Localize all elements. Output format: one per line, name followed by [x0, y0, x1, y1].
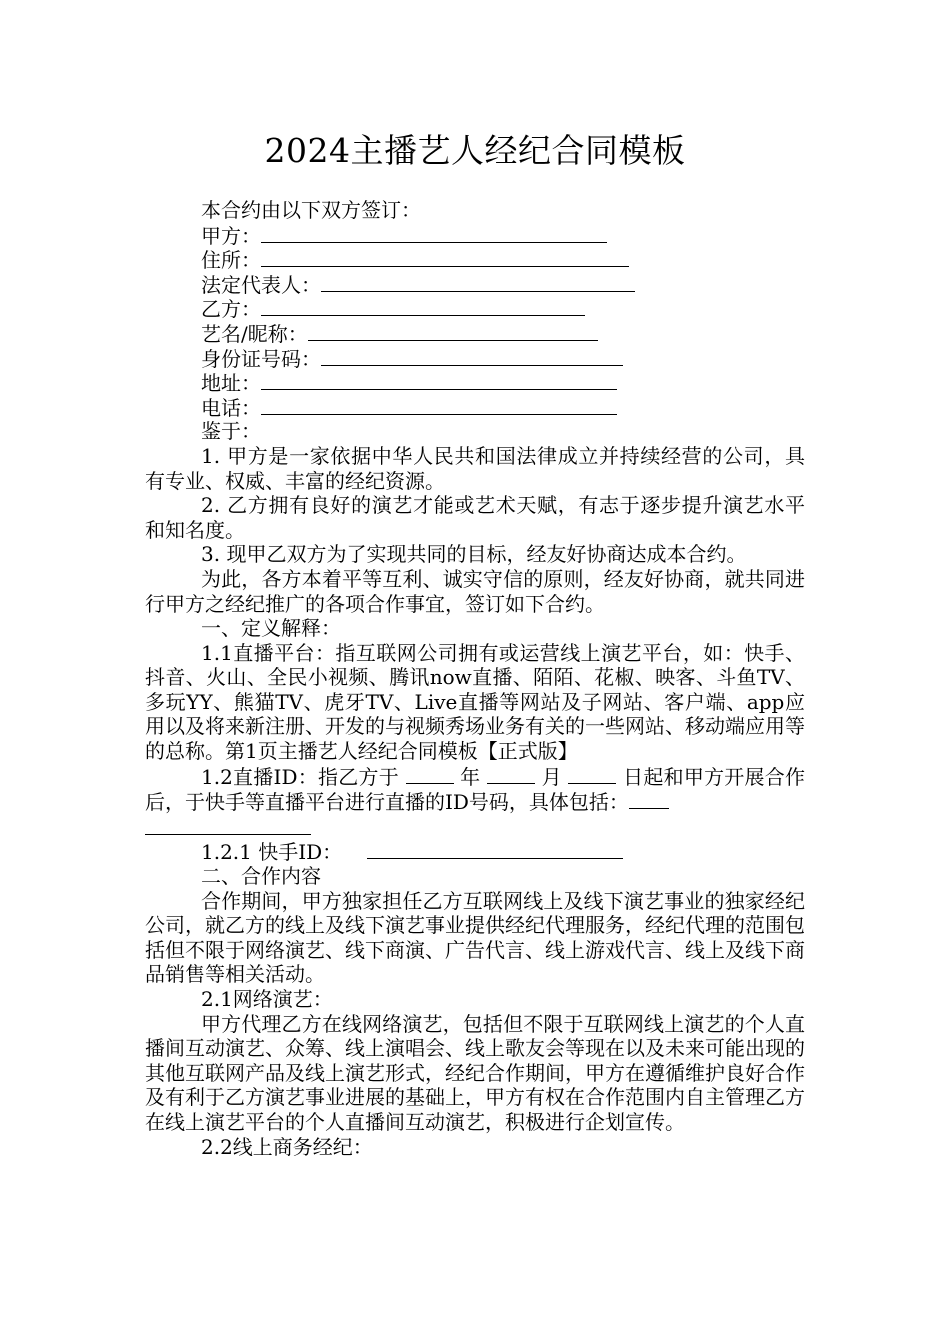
clause-2-2-heading: 2.2线上商务经纪：	[201, 1134, 373, 1159]
kuaishou-id-line	[145, 839, 805, 864]
paragraph-8: 合作期间，甲方独家担任乙方互联网线上及线下演艺事业的独家经纪公司，就乙方的线上及线下演艺事业提供经纪代理服务，经纪代理的范围包括但不限于网络演艺、线下商演、广告代言、线上游戏代言、线上及线下商品销售等相关活动。	[145, 888, 805, 987]
field-label: 住所：	[201, 248, 261, 273]
p6-text-a: 1.2直播ID：指乙方于	[201, 764, 399, 789]
blank-line	[261, 370, 617, 390]
clause-2-1-heading: 2.1网络演艺：	[201, 987, 333, 1011]
paragraph-1: 1. 甲方是一家依据中华人民共和国法律成立并持续经营的公司，具有专业、权威、丰富的经纪资源。	[145, 443, 805, 493]
document-body	[145, 198, 805, 1159]
field-legal-rep	[145, 272, 805, 297]
field-id-number	[145, 346, 805, 371]
section-1-heading: 一、定义解释：	[201, 616, 341, 641]
section-2-heading: 二、合作内容	[201, 864, 321, 889]
paragraph-5: 1.1直播平台：指互联网公司拥有或运营线上演艺平台，如：快手、抖音、火山、全民小视频、腾讯now直播、陌陌、花椒、映客、斗鱼TV、多玩YY、熊猫TV、虎牙TV、Live直播等网站及子网站、客户端、app应用以及将来新注册、开发的与视频秀场业务有关的一些网站、移动端应用等的总称。第1页主播艺人经纪合同模板【正式版】	[145, 640, 805, 764]
blank-line	[261, 395, 617, 415]
intro-line: 本合约由以下双方签订：	[201, 198, 421, 222]
p6-year: 年	[460, 764, 481, 789]
field-label: 乙方：	[201, 297, 261, 322]
paragraph-3: 3. 现甲乙双方为了实现共同的目标，经友好协商达成本合约。	[201, 542, 747, 567]
field-label: 法定代表人：	[201, 272, 321, 297]
blank-line	[308, 321, 598, 341]
field-address	[145, 247, 805, 272]
field-label: 电话：	[201, 395, 261, 420]
blank-month	[487, 764, 535, 784]
blank-line	[321, 346, 623, 366]
field-party-a	[145, 223, 805, 248]
blank-year	[406, 764, 454, 784]
p6-month: 月	[541, 764, 562, 789]
field-label: 身份证号码：	[201, 346, 321, 371]
blank-day	[568, 764, 616, 784]
blank-line	[321, 272, 635, 292]
field-phone	[145, 395, 805, 420]
kuaishou-id-label: 1.2.1 快手ID：	[201, 840, 343, 865]
blank-line	[261, 223, 607, 243]
paragraph-2: 2. 乙方拥有良好的演艺才能或艺术天赋，有志于逐步提升演艺水平和知名度。	[145, 493, 805, 542]
field-label: 艺名/昵称：	[201, 321, 308, 346]
blank-line	[261, 296, 585, 316]
blank-id-tail	[629, 789, 669, 809]
blank-line	[261, 247, 629, 267]
blank-line	[145, 815, 311, 835]
field-location	[145, 370, 805, 395]
paragraph-10: 甲方代理乙方在线网络演艺，包括但不限于互联网线上演艺的个人直播间互动演艺、众筹、线上演唱会、线上歌友会等现在以及未来可能出现的其他互联网产品及线上演艺形式，经纪合作期间，甲方在遵循维护良好合作及有利于乙方演艺事业进展的基础上，甲方有权在合作范围内自主管理乙方在线上演艺平台的个人直播间互动演艺，积极进行企划宣传。	[145, 1011, 805, 1134]
field-party-b	[145, 296, 805, 321]
field-stage-name	[145, 321, 805, 346]
p6-text-b: 日起和甲方开展合作后，于快手等直播平台进行直播的ID号码，具体包括：	[145, 764, 806, 815]
blank-line	[367, 839, 623, 859]
paragraph-6	[145, 764, 805, 815]
field-label: 甲方：	[201, 223, 261, 248]
whereas-heading: 鉴于：	[201, 419, 261, 444]
document-title: 2024主播艺人经纪合同模板	[264, 131, 686, 170]
blank-id-continuation	[145, 815, 805, 840]
paragraph-4: 为此，各方本着平等互利、诚实守信的原则，经友好协商，就共同进行甲方之经纪推广的各项合作事宜，签订如下合约。	[145, 566, 805, 616]
field-label: 地址：	[201, 371, 261, 396]
